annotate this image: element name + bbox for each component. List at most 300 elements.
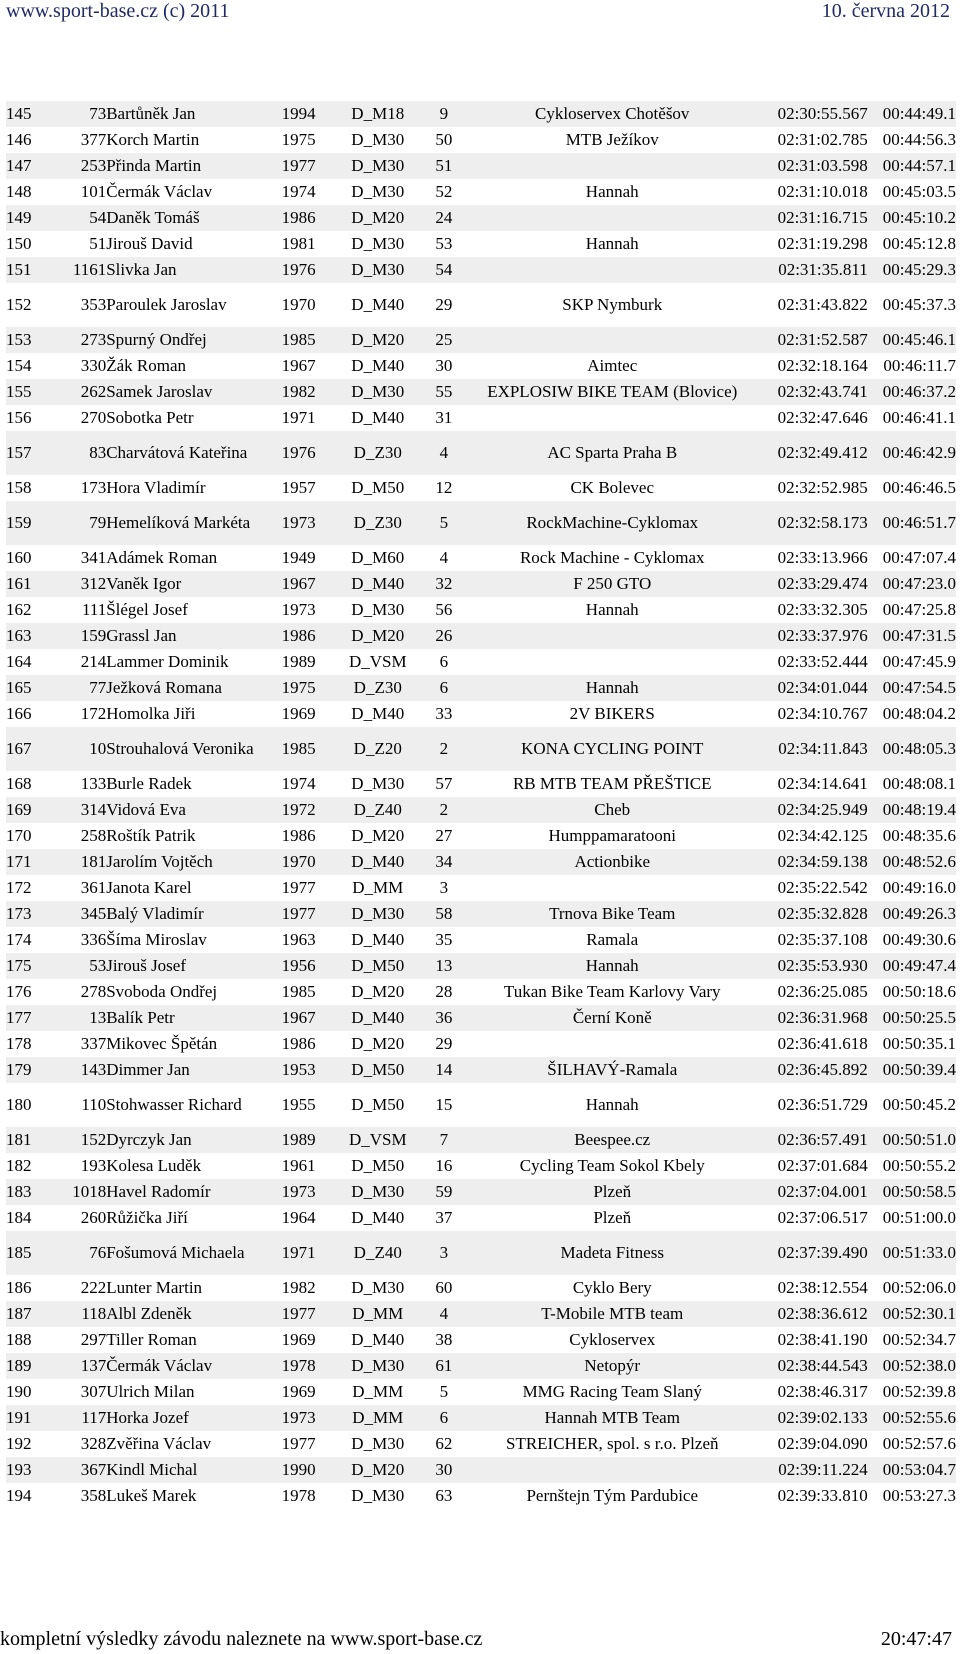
result-start-number: 314 (80, 799, 107, 819)
result-category-position: 5 (439, 1381, 449, 1401)
result-year: 1985 (281, 981, 316, 1001)
results-body (6, 101, 956, 1509)
table-row (6, 823, 956, 849)
result-team: Ramala (586, 929, 639, 949)
result-category-position: 58 (435, 903, 453, 923)
table-row (6, 927, 956, 953)
result-gap: 00:48:05.3 (882, 738, 956, 758)
result-gap: 00:44:56.3 (882, 129, 956, 149)
page-header (0, 0, 960, 24)
result-gap: 00:52:34.7 (882, 1329, 956, 1349)
result-rank: 162 (6, 599, 32, 619)
result-gap: 00:50:18.6 (882, 981, 956, 1001)
result-time: 02:34:10.767 (777, 703, 868, 723)
result-year: 1976 (281, 259, 316, 279)
result-rank: 183 (6, 1181, 32, 1201)
result-start-number: 101 (80, 181, 107, 201)
result-name: Roštík Patrik (106, 825, 196, 845)
result-team (467, 257, 758, 283)
result-year: 1955 (281, 1094, 316, 1114)
result-time: 02:31:19.298 (777, 233, 868, 253)
result-category-position: 56 (435, 599, 453, 619)
result-year: 1985 (281, 329, 316, 349)
result-name: Havel Radomír (106, 1181, 211, 1201)
result-category-position: 2 (439, 738, 449, 758)
result-category: D_M30 (351, 381, 405, 401)
result-name: Jarolím Vojtěch (106, 851, 213, 871)
result-gap: 00:45:10.2 (882, 207, 956, 227)
result-year: 1967 (281, 355, 316, 375)
result-name: Růžička Jiří (106, 1207, 188, 1227)
result-rank: 188 (6, 1329, 32, 1349)
result-name: Jirouš Josef (106, 955, 187, 975)
result-category: D_MM (352, 1303, 404, 1323)
result-rank: 191 (6, 1407, 32, 1427)
result-year: 1977 (281, 155, 316, 175)
result-team (467, 649, 758, 675)
result-start-number: 51 (89, 233, 107, 253)
result-start-number: 222 (80, 1277, 107, 1297)
result-year: 1967 (281, 1007, 316, 1027)
result-time: 02:36:31.968 (777, 1007, 868, 1027)
result-category-position: 51 (435, 155, 453, 175)
result-category: D_M30 (351, 1355, 405, 1375)
result-time: 02:35:37.108 (777, 929, 868, 949)
result-category-position: 15 (435, 1094, 453, 1114)
result-start-number: 367 (80, 1459, 107, 1479)
result-name: Fošumová Michaela (106, 1242, 245, 1262)
result-category-position: 59 (435, 1181, 453, 1201)
table-row (6, 475, 956, 501)
result-team: Hannah (585, 599, 639, 619)
result-category: D_M30 (351, 1277, 405, 1297)
result-category-position: 4 (439, 1303, 449, 1323)
result-gap: 00:46:42.9 (882, 442, 956, 462)
result-start-number: 253 (80, 155, 107, 175)
result-rank: 179 (6, 1059, 32, 1079)
result-category: D_Z20 (353, 738, 402, 758)
table-row (6, 179, 956, 205)
result-name: Adámek Roman (106, 547, 218, 567)
result-category: D_M40 (351, 929, 405, 949)
result-year: 1985 (281, 738, 316, 758)
result-rank: 164 (6, 651, 32, 671)
result-time: 02:33:13.966 (777, 547, 868, 567)
result-gap: 00:52:57.6 (882, 1433, 956, 1453)
result-start-number: 361 (80, 877, 107, 897)
result-rank: 157 (6, 442, 32, 462)
result-category: D_Z40 (353, 1242, 402, 1262)
result-gap: 00:52:30.1 (882, 1303, 956, 1323)
result-year: 1973 (281, 1181, 316, 1201)
result-rank: 153 (6, 329, 32, 349)
result-rank: 163 (6, 625, 32, 645)
result-name: Mikovec Špětán (106, 1033, 218, 1053)
result-year: 1978 (281, 1355, 316, 1375)
result-gap: 00:50:51.0 (882, 1129, 956, 1149)
result-category-position: 36 (435, 1007, 453, 1027)
result-start-number: 54 (89, 207, 107, 227)
result-start-number: 358 (80, 1485, 107, 1505)
result-category-position: 52 (435, 181, 453, 201)
table-row (6, 875, 956, 901)
result-start-number: 278 (80, 981, 107, 1001)
result-team (467, 327, 758, 353)
result-time: 02:33:32.305 (777, 599, 868, 619)
result-rank: 187 (6, 1303, 32, 1323)
table-row (6, 1327, 956, 1353)
result-category-position: 4 (439, 442, 449, 462)
result-category-position: 55 (435, 381, 453, 401)
result-rank: 152 (6, 294, 32, 314)
result-category: D_M60 (351, 547, 405, 567)
result-team: Plzeň (593, 1181, 632, 1201)
result-category-position: 3 (439, 877, 449, 897)
result-year: 1981 (281, 233, 316, 253)
result-name: Korch Martin (106, 129, 200, 149)
result-year: 1986 (281, 1033, 316, 1053)
result-team: STREICHER, spol. s r.o. Plzeň (505, 1433, 719, 1453)
result-rank: 185 (6, 1242, 32, 1262)
table-row (6, 101, 956, 127)
result-team: T-Mobile MTB team (541, 1303, 684, 1323)
table-row (6, 231, 956, 257)
result-team: Cycling Team Sokol Kbely (519, 1155, 705, 1175)
result-team: RockMachine-Cyklomax (526, 512, 699, 532)
result-rank: 160 (6, 547, 32, 567)
results-table (6, 101, 956, 1509)
result-start-number: 181 (80, 851, 107, 871)
result-year: 1982 (281, 381, 316, 401)
result-rank: 176 (6, 981, 32, 1001)
table-row (6, 283, 956, 327)
result-name: Albl Zdeněk (106, 1303, 192, 1323)
result-gap: 00:44:57.1 (882, 155, 956, 175)
result-rank: 169 (6, 799, 32, 819)
result-year: 1973 (281, 1407, 316, 1427)
result-gap: 00:46:11.7 (883, 355, 956, 375)
result-name: Grassl Jan (106, 625, 177, 645)
result-time: 02:38:44.543 (777, 1355, 868, 1375)
table-row (6, 153, 956, 179)
result-start-number: 73 (89, 103, 107, 123)
result-team: RB MTB TEAM PŘEŠTICE (512, 773, 712, 793)
result-year: 1974 (281, 181, 316, 201)
result-team (467, 1031, 758, 1057)
result-gap: 00:45:37.3 (882, 294, 956, 314)
result-gap: 00:45:12.8 (882, 233, 956, 253)
result-category-position: 63 (435, 1485, 453, 1505)
result-time: 02:37:06.517 (777, 1207, 868, 1227)
table-row (6, 849, 956, 875)
result-team: Aimtec (587, 355, 638, 375)
result-start-number: 262 (80, 381, 107, 401)
result-team: Hannah MTB Team (544, 1407, 680, 1427)
result-team: Hannah (585, 677, 639, 697)
result-start-number: 345 (80, 903, 107, 923)
result-rank: 189 (6, 1355, 32, 1375)
result-rank: 186 (6, 1277, 32, 1297)
result-category: D_M20 (351, 1459, 405, 1479)
result-year: 1986 (281, 625, 316, 645)
result-time: 02:31:10.018 (777, 181, 868, 201)
table-row (6, 1457, 956, 1483)
result-year: 1977 (281, 1303, 316, 1323)
result-category: D_M30 (351, 1433, 405, 1453)
result-time: 02:33:29.474 (777, 573, 868, 593)
result-category-position: 30 (435, 355, 453, 375)
result-team: Beespee.cz (574, 1129, 651, 1149)
table-row (6, 1275, 956, 1301)
result-team (467, 623, 758, 649)
table-row (6, 1483, 956, 1509)
result-start-number: 312 (80, 573, 107, 593)
result-category: D_Z40 (353, 799, 402, 819)
result-rank: 173 (6, 903, 32, 923)
result-category: D_M30 (351, 259, 405, 279)
result-time: 02:31:03.598 (777, 155, 868, 175)
result-name: Burle Radek (106, 773, 192, 793)
result-year: 1977 (281, 903, 316, 923)
result-year: 1989 (281, 651, 316, 671)
result-gap: 00:47:31.5 (882, 625, 956, 645)
result-rank: 184 (6, 1207, 32, 1227)
result-name: Lunter Martin (106, 1277, 203, 1297)
result-category-position: 3 (439, 1242, 449, 1262)
result-category-position: 35 (435, 929, 453, 949)
result-name: Šlégel Josef (106, 599, 188, 619)
result-category: D_M40 (351, 1007, 405, 1027)
table-row (6, 597, 956, 623)
result-gap: 00:52:55.6 (882, 1407, 956, 1427)
result-year: 1986 (281, 207, 316, 227)
result-gap: 00:45:46.1 (882, 329, 956, 349)
result-name: Hemelíková Markéta (106, 512, 251, 532)
result-rank: 170 (6, 825, 32, 845)
result-start-number: 377 (80, 129, 107, 149)
result-gap: 00:48:19.4 (882, 799, 956, 819)
table-row (6, 127, 956, 153)
result-time: 02:30:55.567 (777, 103, 868, 123)
result-time: 02:31:16.715 (777, 207, 868, 227)
table-row (6, 353, 956, 379)
result-year: 1957 (281, 477, 316, 497)
result-year: 1969 (281, 703, 316, 723)
result-time: 02:38:12.554 (777, 1277, 868, 1297)
table-row (6, 1379, 956, 1405)
result-name: Stohwasser Richard (106, 1094, 242, 1114)
result-time: 02:31:02.785 (777, 129, 868, 149)
result-time: 02:39:02.133 (777, 1407, 868, 1427)
table-row (6, 501, 956, 545)
result-category-position: 6 (439, 1407, 449, 1427)
table-row (6, 1057, 956, 1083)
result-category: D_M30 (351, 773, 405, 793)
result-year: 1977 (281, 877, 316, 897)
result-time: 02:32:18.164 (777, 355, 868, 375)
result-start-number: 1161 (72, 259, 107, 279)
result-year: 1986 (281, 825, 316, 845)
result-gap: 00:46:51.7 (882, 512, 956, 532)
result-rank: 145 (6, 103, 32, 123)
result-rank: 168 (6, 773, 32, 793)
result-year: 1982 (281, 1277, 316, 1297)
result-category-position: 62 (435, 1433, 453, 1453)
result-year: 1971 (281, 1242, 316, 1262)
result-time: 02:32:43.741 (777, 381, 868, 401)
result-name: Dyrczyk Jan (106, 1129, 192, 1149)
result-category: D_M50 (351, 1059, 405, 1079)
table-row (6, 1083, 956, 1127)
result-gap: 00:52:39.8 (882, 1381, 956, 1401)
table-row (6, 701, 956, 727)
result-team: Cheb (594, 799, 631, 819)
table-row (6, 1005, 956, 1031)
result-time: 02:36:45.892 (777, 1059, 868, 1079)
result-name: Zvěřina Václav (106, 1433, 212, 1453)
result-name: Homolka Jiři (106, 703, 196, 723)
result-rank: 166 (6, 703, 32, 723)
table-row (6, 979, 956, 1005)
result-time: 02:39:04.090 (777, 1433, 868, 1453)
result-time: 02:34:42.125 (777, 825, 868, 845)
result-time: 02:32:58.173 (777, 512, 868, 532)
result-start-number: 193 (80, 1155, 107, 1175)
result-start-number: 330 (80, 355, 107, 375)
result-rank: 155 (6, 381, 32, 401)
result-gap: 00:49:16.0 (882, 877, 956, 897)
result-category: D_Z30 (353, 677, 402, 697)
result-name: Šíma Miroslav (106, 929, 207, 949)
result-category: D_VSM (348, 1129, 407, 1149)
table-row (6, 1205, 956, 1231)
result-year: 1970 (281, 851, 316, 871)
result-name: Slivka Jan (106, 259, 177, 279)
table-row (6, 649, 956, 675)
result-start-number: 270 (80, 407, 107, 427)
result-year: 1967 (281, 573, 316, 593)
result-category: D_M20 (351, 207, 405, 227)
result-gap: 00:47:25.8 (882, 599, 956, 619)
result-rank: 167 (6, 738, 32, 758)
result-team: Černí Koně (572, 1007, 652, 1027)
result-time: 02:33:52.444 (777, 651, 868, 671)
result-year: 1969 (281, 1329, 316, 1349)
result-rank: 156 (6, 407, 32, 427)
result-rank: 161 (6, 573, 32, 593)
result-category-position: 32 (435, 573, 453, 593)
result-rank: 159 (6, 512, 32, 532)
result-team: Hannah (585, 233, 639, 253)
result-category-position: 50 (435, 129, 453, 149)
result-category: D_M20 (351, 625, 405, 645)
result-gap: 00:48:35.6 (882, 825, 956, 845)
result-time: 02:38:36.612 (777, 1303, 868, 1323)
result-rank: 178 (6, 1033, 32, 1053)
result-year: 1961 (281, 1155, 316, 1175)
result-category: D_M40 (351, 294, 405, 314)
result-time: 02:35:53.930 (777, 955, 868, 975)
result-time: 02:36:57.491 (777, 1129, 868, 1149)
result-name: Tiller Roman (106, 1329, 197, 1349)
header-site: www.sport-base.cz (c) 2011 (6, 0, 230, 22)
result-gap: 00:50:45.2 (882, 1094, 956, 1114)
result-gap: 00:46:37.2 (882, 381, 956, 401)
result-start-number: 13 (89, 1007, 107, 1027)
result-rank: 147 (6, 155, 32, 175)
result-name: Jirouš David (106, 233, 193, 253)
table-row (6, 797, 956, 823)
result-gap: 00:48:04.2 (882, 703, 956, 723)
result-team: Tukan Bike Team Karlovy Vary (503, 981, 721, 1001)
result-category-position: 7 (439, 1129, 449, 1149)
result-time: 02:39:11.224 (778, 1459, 868, 1479)
result-category: D_M18 (351, 103, 405, 123)
result-rank: 192 (6, 1433, 32, 1453)
result-category: D_M30 (351, 233, 405, 253)
result-team: EXPLOSIW BIKE TEAM (Blovice) (487, 381, 738, 401)
table-row (6, 571, 956, 597)
result-category: D_M30 (351, 1181, 405, 1201)
result-year: 1975 (281, 129, 316, 149)
result-time: 02:39:33.810 (777, 1485, 868, 1505)
result-team: SKP Nymburk (562, 294, 663, 314)
result-gap: 00:45:03.5 (882, 181, 956, 201)
result-year: 1956 (281, 955, 316, 975)
result-name: Žák Roman (106, 355, 186, 375)
result-start-number: 117 (81, 1407, 107, 1427)
result-team: 2V BIKERS (569, 703, 655, 723)
result-name: Paroulek Jaroslav (106, 294, 227, 314)
result-gap: 00:44:49.1 (882, 103, 956, 123)
table-row (6, 545, 956, 571)
result-start-number: 328 (80, 1433, 107, 1453)
result-time: 02:34:14.641 (777, 773, 868, 793)
result-category-position: 2 (439, 799, 449, 819)
result-time: 02:35:22.542 (777, 877, 868, 897)
result-gap: 00:51:33.0 (882, 1242, 956, 1262)
result-team (467, 1457, 758, 1483)
result-time: 02:31:52.587 (777, 329, 868, 349)
result-start-number: 336 (80, 929, 107, 949)
result-team (467, 875, 758, 901)
result-team: Madeta Fitness (560, 1242, 664, 1262)
result-start-number: 173 (80, 477, 107, 497)
result-team: F 250 GTO (573, 573, 652, 593)
result-rank: 180 (6, 1094, 32, 1114)
result-time: 02:37:04.001 (777, 1181, 868, 1201)
result-name: Charvátová Kateřina (106, 442, 248, 462)
result-rank: 150 (6, 233, 32, 253)
result-time: 02:37:01.684 (777, 1155, 868, 1175)
result-category: D_Z30 (353, 512, 402, 532)
result-category: D_M30 (351, 1485, 405, 1505)
result-category: D_M50 (351, 955, 405, 975)
result-gap: 00:50:55.2 (882, 1155, 956, 1175)
result-gap: 00:52:38.0 (882, 1355, 956, 1375)
result-category: D_M20 (351, 981, 405, 1001)
result-category-position: 60 (435, 1277, 453, 1297)
result-team: AC Sparta Praha B (547, 442, 678, 462)
result-start-number: 10 (89, 738, 107, 758)
footer-note: kompletní výsledky závodu naleznete na www.sport-base.cz (0, 1628, 483, 1650)
result-team: Humppamaratooni (548, 825, 676, 845)
result-name: Kolesa Luděk (106, 1155, 202, 1175)
result-team: Plzeň (593, 1207, 632, 1227)
result-category: D_MM (352, 877, 404, 897)
result-category-position: 24 (435, 207, 453, 227)
result-category-position: 31 (435, 407, 453, 427)
